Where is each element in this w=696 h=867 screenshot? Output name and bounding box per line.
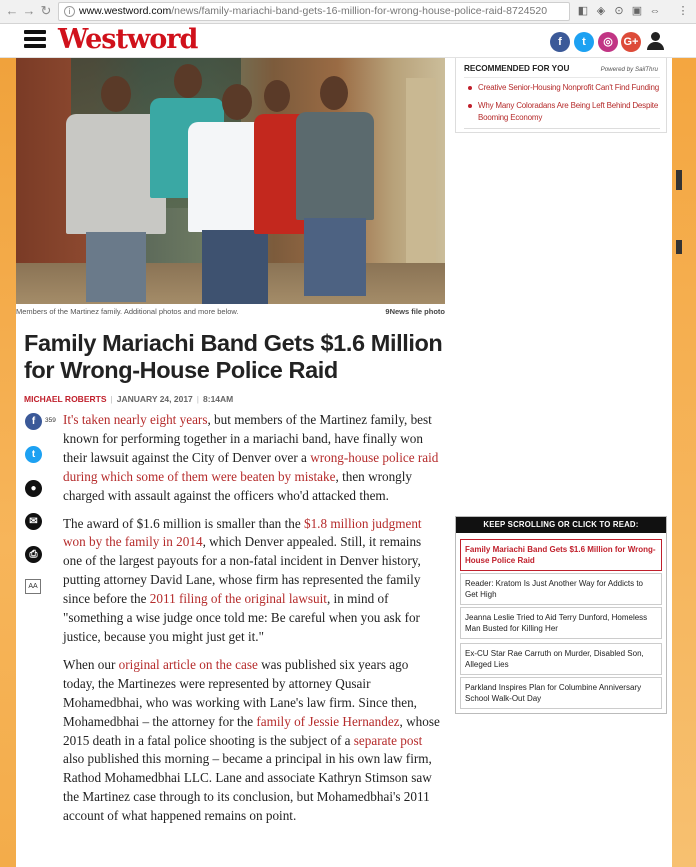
- keep-scrolling-box: [455, 516, 667, 714]
- publish-time: 8:14AM: [203, 394, 234, 404]
- facebook-share-count: 359: [45, 417, 56, 424]
- background-ad-fragment: [676, 170, 682, 190]
- menu-icon[interactable]: [24, 30, 46, 48]
- article-paragraph: It's taken nearly eight years, but members of the Martinez family, best known for performing together in a mariachi band, have finally won their lawsuit against the City of Denver over a wrong-house police raid during which some of them were beaten by mistake, then wrongly charged with assault against the officers who'd attacked them.: [63, 412, 439, 503]
- background-ad-fragment: [676, 240, 682, 254]
- extension-icon[interactable]: ⇔: [649, 5, 661, 17]
- address-bar[interactable]: [58, 2, 570, 21]
- article-headline: Family Mariachi Band Gets $1.6 Million for Wrong-House Police Raid: [24, 330, 443, 383]
- article-link[interactable]: separate post: [353, 732, 423, 748]
- site-logo[interactable]: Westword: [58, 24, 198, 55]
- facebook-icon[interactable]: f: [550, 32, 570, 52]
- user-account-icon[interactable]: [646, 32, 664, 52]
- email-icon[interactable]: ✉: [25, 513, 42, 530]
- reload-icon[interactable]: ↻: [40, 3, 52, 18]
- powered-by-label: Powered by SailThru: [600, 66, 658, 73]
- comment-icon[interactable]: ●: [25, 480, 42, 497]
- browser-toolbar: [0, 0, 696, 24]
- caption-text: Members of the Martinez family. Additional photos and more below.: [16, 307, 239, 316]
- recommended-link[interactable]: Why Many Coloradans Are Being Left Behind Despite Booming Economy: [478, 101, 659, 122]
- keep-scrolling-item[interactable]: Reader: Kratom Is Just Another Way for Addicts to Get High: [460, 573, 662, 605]
- article-link[interactable]: $1.8 million judgment won by the family in 2014: [63, 515, 422, 550]
- keep-scrolling-title: KEEP SCROLLING OR CLICK TO READ:: [456, 517, 666, 533]
- photo-caption: [16, 306, 445, 318]
- article-paragraph: When our original article on the case was published six years ago today, the Martinezes were represented by attorney Qusair Mohamedbhai, who was working with Lane's law firm. Since then, Mohamedbhai – the attorney for the family of Jessie Hernandez, whose 2015 death in a fatal police shooting is the subject of a separate post also published this morning – became a principal in his own law firm, Rathod Mohamedbhai LLC. Lane and associate Kathryn Stimson saw the Martinez case through to its conclusion, but Mohamedbhai's 2011 account of what happened remains on point.: [63, 656, 440, 824]
- font-size-button[interactable]: AA: [25, 579, 41, 594]
- info-icon[interactable]: i: [64, 6, 75, 17]
- article-link[interactable]: family of Jessie Hernandez: [256, 713, 400, 729]
- browser-menu-icon[interactable]: ⋮: [677, 5, 689, 17]
- publish-date: JANUARY 24, 2017: [116, 394, 193, 404]
- google-plus-icon[interactable]: G+: [621, 32, 641, 52]
- twitter-share-icon[interactable]: t: [25, 446, 42, 463]
- page-background-left: [0, 58, 16, 867]
- keep-scrolling-item[interactable]: Parkland Inspires Plan for Columbine Anniversary School Walk-Out Day: [460, 677, 662, 709]
- site-header: [0, 24, 696, 58]
- author-link[interactable]: MICHAEL ROBERTS: [24, 394, 107, 404]
- recommended-box: [455, 58, 667, 133]
- url-host: www.westword.com: [79, 5, 172, 17]
- article-link[interactable]: wrong-house police raid during which some of them were beaten by mistake: [63, 449, 439, 484]
- article-body: [63, 411, 441, 835]
- facebook-share-icon[interactable]: f: [25, 413, 42, 430]
- keep-scrolling-item[interactable]: Ex-CU Star Rae Carruth on Murder, Disabled Son, Alleged Lies: [460, 643, 662, 675]
- url-path: /news/family-mariachi-band-gets-16-million-for-wrong-house-police-raid-8724520: [171, 5, 548, 17]
- twitter-icon[interactable]: t: [574, 32, 594, 52]
- extension-icon[interactable]: ⊙: [614, 5, 624, 17]
- extension-icon[interactable]: ◈: [596, 5, 606, 17]
- instagram-icon[interactable]: ◎: [598, 32, 618, 52]
- article-link[interactable]: It's taken nearly eight years: [63, 412, 208, 427]
- byline: MICHAEL ROBERTS | JANUARY 24, 2017 | 8:14AM: [24, 394, 234, 404]
- recommended-title: RECOMMENDED FOR YOU: [464, 64, 570, 73]
- forward-arrow-icon[interactable]: →: [22, 3, 36, 18]
- photo-credit: 9News file photo: [385, 307, 445, 316]
- extension-icon[interactable]: ▣: [631, 5, 643, 17]
- article-photo[interactable]: [16, 58, 445, 304]
- extension-icon[interactable]: ◧: [577, 5, 589, 17]
- back-arrow-icon[interactable]: ←: [5, 3, 19, 18]
- article-paragraph: The award of $1.6 million is smaller than the $1.8 million judgment won by the family in 2014, which Denver appealed. Still, it remains one of the largest payouts for a non-fatal incident in Denver history, putting attorney David Lane, whose firm has represented the family since before the 2011 filing of the original lawsuit, in mind of "something a wise judge once told me: Be careful when you ask for justice, because you might just get it.": [63, 515, 422, 644]
- keep-scrolling-item-active[interactable]: Family Mariachi Band Gets $1.6 Million for Wrong-House Police Raid: [460, 539, 662, 571]
- article-link[interactable]: 2011 filing of the original lawsuit: [149, 591, 327, 607]
- print-icon[interactable]: ⎙: [25, 546, 42, 563]
- article-link[interactable]: original article on the case: [118, 656, 258, 672]
- keep-scrolling-item[interactable]: Jeanna Leslie Tried to Aid Terry Dunford, Homeless Man Busted for Killing Her: [460, 607, 662, 639]
- recommended-link[interactable]: Creative Senior-Housing Nonprofit Can't Find Funding: [478, 83, 660, 92]
